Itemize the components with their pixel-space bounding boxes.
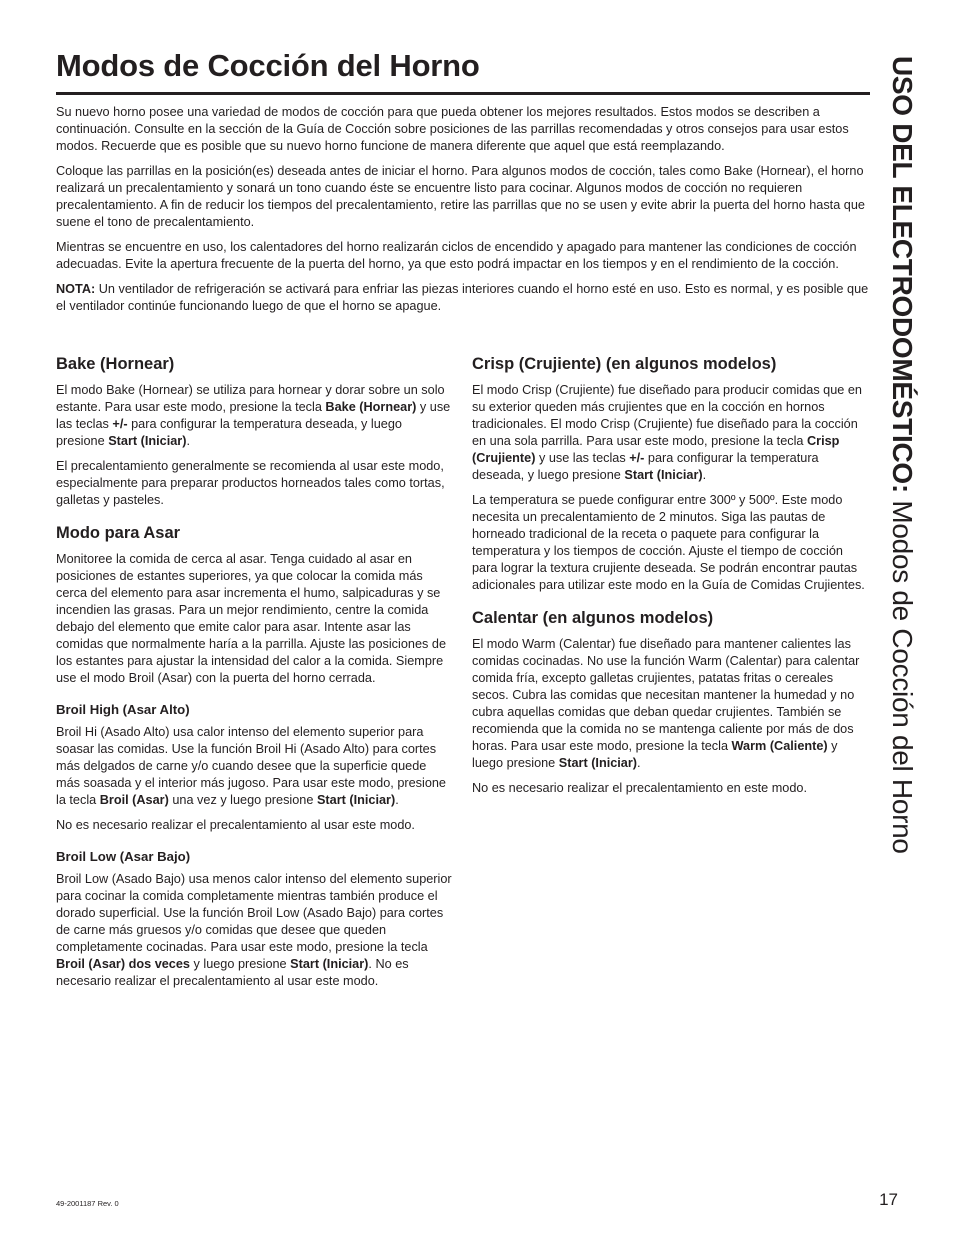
text: El modo Warm (Calentar) fue diseñado para mantener calientes las comidas cocinadas. No use la función Warm (Calentar) para calentar comida fría, excepto galletas crujientes, patatas fritas o cereales secos. Cubra las comidas que necesitan mantener la humedad y no cubra aquellas comidas que deban quedar crujientes. También se recomienda que la comida no se mantenga caliente por más de dos horas. Para usar este modo, presione la tecla — [472, 637, 860, 753]
bake-paragraph: El precalentamiento generalmente se recomienda al usar este modo, especialmente para preparar productos horneados tales como tortas, galletas y pasteles. — [56, 459, 445, 507]
text: El modo Bake (Hornear) se utiliza para hornear y dorar sobre un solo estante. Para usar este modo, presione la tecla — [56, 383, 445, 414]
key-name: Warm (Caliente) — [731, 739, 828, 753]
text: para configurar la temperatura deseada, y luego presione — [56, 417, 402, 448]
crisp-paragraph: La temperatura se puede configurar entre 300º y 500º. Este modo necesita un precalentamiento de 2 minutos. Siga las pautas de horneado tradicional de la receta o paquete para configurar la temperatura y los tiempos de cocción. Ajuste el tiempo de cocción para lograr la textura crujiente deseada. Se podrán encontrar pautas adicionales para utilizar este modo en la Guía de Comidas Crujientes. — [472, 493, 865, 592]
key-name: Broil (Asar) dos veces — [56, 957, 190, 971]
key-name: Start (Iniciar) — [290, 957, 369, 971]
intro-paragraph: Mientras se encuentre en uso, los calentadores del horno realizarán ciclos de encendido y apagado para mantener las condiciones de cocción adecuadas. Evite la apertura frecuente de la puerta del horno, ya que esto podrá impactar en los tiempos y en el rendimiento de la cocción. — [56, 240, 857, 271]
key-name: Start (Iniciar) — [316, 793, 396, 807]
broil-paragraph: Monitoree la comida de cerca al asar. Tenga cuidado al asar en posiciones de estantes superiores, ya que colocar la comida más cerca del elemento para asar incrementa el humo, salpicaduras y se incendien las grasas. Para un mejor rendimiento, centre la comida debajo del elemento que emite calor para asar. Intente asar las comidas que normalmente haría a la parrilla. Ajuste las posiciones de los estantes para ajustar la intensidad del calor a la comida. Siempre use el modo Broil (Asar) con la puerta del horno cerrada. — [56, 552, 446, 685]
bake-heading: Bake (Hornear) — [56, 355, 175, 373]
text: . — [395, 793, 399, 807]
intro-section — [56, 104, 870, 323]
text: para configurar la temperatura deseada, y luego presione — [472, 451, 819, 482]
broil-low-heading: Broil Low (Asar Bajo) — [56, 849, 191, 864]
text: El modo Crisp (Crujiente) fue diseñado para producir comidas que en su exterior queden más crujientes que en la cocción en hornos tradicionales. El modo Crisp (Crujiente) fue diseñado para la cocción en una sola parrilla. Para usar este modo, presione la tecla — [472, 383, 862, 448]
note-paragraph — [56, 281, 870, 315]
side-tab-label — [882, 56, 922, 854]
text: y use las teclas — [56, 400, 451, 431]
side-tab — [880, 56, 930, 966]
text: y luego presione — [189, 957, 291, 971]
page-title: Modos de Cocción del Horno — [56, 48, 480, 83]
right-column — [472, 354, 870, 805]
text: una vez y luego presione — [168, 793, 317, 807]
crisp-paragraph — [472, 382, 870, 484]
intro-paragraph: Su nuevo horno posee una variedad de modos de cocción para que pueda obtener los mejores resultados. Estos modos se describen a continuación. Consulte en la sección de la Guía de Cocción sobre posiciones de las parrillas recomendadas y otros consejos para usar estos modos. Recuerde que es posible que su nuevo horno funcione de manera diferente que aquel que está reemplazando. — [56, 105, 849, 153]
note-text: Un ventilador de refrigeración se activará para enfriar las piezas interiores cuando el horno esté en uso. Esto es normal, y es posible que el ventilador continúe funcionando luego de que el horno se apague. — [56, 282, 869, 313]
note-label: NOTA: — [56, 282, 96, 296]
key-name: Start (Iniciar) — [108, 434, 187, 448]
broil-high-paragraph — [56, 724, 453, 809]
text: Broil Hi (Asado Alto) usa calor intenso del elemento superior para soasar las comidas. Use la función Broil Hi (Asado Alto) para cortes más delgados de carne y/o cuando desee que la superficie quede más soasada y el interior más jugoso. Para usar este modo, presione la tecla — [56, 725, 446, 807]
broil-high-paragraph: No es necesario realizar el precalentamiento al usar este modo. — [56, 818, 415, 832]
key-name: Crisp (Crujiente) — [472, 434, 840, 465]
title-rule — [56, 92, 870, 95]
broil-low-paragraph — [56, 871, 453, 990]
side-tab-section: USO DEL ELECTRODOMÉSTICO: — [887, 56, 918, 493]
text: . No es necesario realizar el precalentamiento al usar este modo. — [56, 957, 409, 988]
warm-heading: Calentar (en algunos modelos) — [472, 609, 714, 627]
text: Broil Low (Asado Bajo) usa menos calor intenso del elemento superior para cocinar la comida completamente mientras también produce el dorado superficial. Use la función Broil Low (Asado Bajo) para cortes de carne más gruesos y/o comidas que desee que queden completamente cocinadas. Para usar este modo, presione la tecla — [56, 872, 452, 954]
key-name: +/- — [112, 417, 128, 431]
side-tab-topic: Modos de Cocción del Horno — [887, 500, 918, 854]
intro-paragraph: Coloque las parrillas en la posición(es) deseada antes de iniciar el horno. Para algunos modos de cocción, tales como Bake (Hornear), el horno realizará un precalentamiento y sonará un tono cuando éste se encuentre listo para cocinar. Algunos modos de cocción no requieren precalentamiento. A fin de reducir los tiempos del precalentamiento, retire las parrillas que no se usen y evite abrir la puerta del horno hasta que suene el tono de precalentamiento. — [56, 164, 865, 229]
page-number: 17 — [879, 1190, 898, 1209]
warm-paragraph: No es necesario realizar el precalentamiento en este modo. — [472, 781, 807, 795]
warm-paragraph — [472, 636, 870, 772]
bake-paragraph — [56, 382, 453, 450]
key-name: Start (Iniciar) — [624, 468, 703, 482]
text: y luego presione — [472, 739, 838, 770]
key-name: +/- — [629, 451, 645, 465]
text: . — [637, 756, 641, 770]
key-name: Bake (Hornear) — [325, 400, 417, 414]
broil-heading: Modo para Asar — [56, 524, 181, 542]
key-name: Start (Iniciar) — [558, 756, 638, 770]
broil-high-heading: Broil High (Asar Alto) — [56, 702, 190, 717]
text: . — [186, 434, 190, 448]
text: . — [702, 468, 707, 482]
text: y use las teclas — [535, 451, 630, 465]
document-number: 49-2001187 Rev. 0 — [56, 1199, 119, 1208]
key-name: Broil (Asar) — [99, 793, 169, 807]
left-column — [56, 354, 453, 998]
crisp-heading: Crisp (Crujiente) (en algunos modelos) — [472, 355, 777, 373]
